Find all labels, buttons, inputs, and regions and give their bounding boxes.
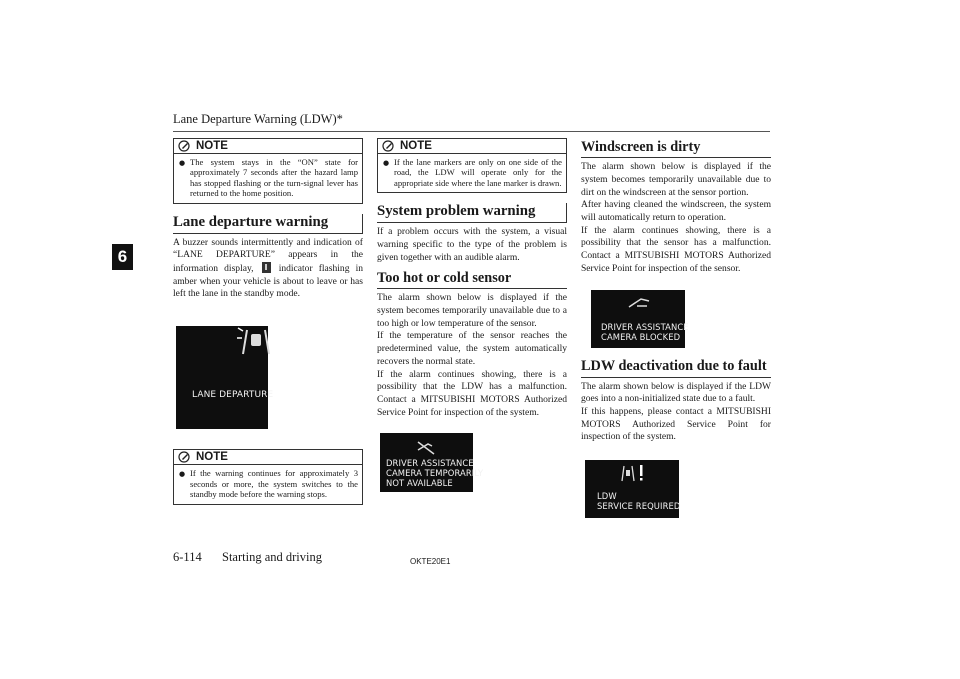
camera-blocked-display <box>591 290 689 348</box>
note-pencil-icon <box>382 140 396 152</box>
note-box <box>173 138 363 204</box>
note-text: The system stays in the “ON” state for approximately 7 seconds after the hazard lamp has stopped flashing or the turn-signal lever has returned to the home position. <box>190 157 358 199</box>
note-pencil-icon <box>178 140 192 152</box>
display-line-1: DRIVER ASSISTANCE <box>601 322 689 333</box>
ldw-fault-icon <box>621 464 647 482</box>
ldw-service-required-display <box>585 460 679 518</box>
paragraph <box>173 237 363 301</box>
paragraph: If the temperature of the sensor reaches the predetermined value, the system automatically recovers the normal state. <box>377 330 567 367</box>
lane-departure-display <box>176 326 274 429</box>
paragraph: If the alarm continues showing, there is a possibility that the sensor has a malfunction. Contact a MITSUBISHI MOTORS Authorized Service Point for inspection of the sensor. <box>581 224 771 274</box>
paragraph: The alarm shown below is displayed if the system becomes temporarily unavailable due to dirt on the windscreen at the sensor portion. <box>581 161 771 198</box>
bullet-icon: ● <box>383 159 390 167</box>
note-text: If the warning continues for approximately 3 seconds or more, the system switches to the standby mode before the warning stops. <box>190 468 358 500</box>
column-2 <box>377 138 567 492</box>
display-line-3: NOT AVAILABLE <box>386 478 453 489</box>
paragraph: The alarm shown below is displayed if the LDW goes into a non-initialized state due to a fault. <box>581 380 771 405</box>
note-label: NOTE <box>196 451 228 464</box>
display-line-1: LDW <box>597 490 617 501</box>
paragraph-text: indicator flashing in amber when your vehicle is about to leave or has left the lane in the standby mode. <box>173 263 363 300</box>
section-title: System problem warning <box>377 203 567 223</box>
column-1 <box>173 138 363 515</box>
subsection-title: Windscreen is dirty <box>581 139 771 158</box>
paragraph: If this happens, please contact a MITSUBISHI MOTORS Authorized Service Point for inspection of the system. <box>581 405 771 443</box>
subsection-title: Too hot or cold sensor <box>377 270 567 289</box>
note-label: NOTE <box>196 140 228 152</box>
document-code: OKTE20E1 <box>410 557 451 566</box>
note-label: NOTE <box>400 140 432 152</box>
chapter-tab: 6 <box>112 244 133 270</box>
display-line-2: CAMERA TEMPORARILY <box>386 468 484 479</box>
header-rule <box>173 131 770 132</box>
subsection-title: LDW deactivation due to fault <box>581 358 771 377</box>
camera-unavailable-icon <box>416 441 436 455</box>
column-3 <box>581 138 771 518</box>
camera-temporarily-unavailable-display <box>380 433 484 492</box>
lane-departure-warning-icon <box>237 324 277 358</box>
paragraph: The alarm shown below is displayed if the system becomes temporarily unavailable due to a too high or low temperature of the sensor. <box>377 292 567 329</box>
lane-departure-indicator-icon <box>262 262 271 273</box>
note-pencil-icon <box>178 451 192 463</box>
page-number: 6-114 <box>173 550 202 564</box>
display-line-1: DRIVER ASSISTANCE <box>386 458 474 469</box>
note-box <box>173 449 363 504</box>
bullet-icon: ● <box>179 159 186 167</box>
note-box <box>377 138 567 193</box>
header-title: Lane Departure Warning (LDW)* <box>173 112 343 126</box>
bullet-icon: ● <box>179 470 186 479</box>
section-title: Lane departure warning <box>173 214 363 234</box>
paragraph-text: A buzzer sounds intermittently and indication of “LANE DEPARTURE” appears in the information display, <box>173 236 363 275</box>
display-line-2: SERVICE REQUIRED <box>597 500 681 511</box>
display-line-2: CAMERA BLOCKED <box>601 332 681 343</box>
display-text: LANE DEPARTURE <box>192 390 274 401</box>
footer-section-name: Starting and driving <box>222 550 322 564</box>
note-text: If the lane markers are only on one side of the road, the LDW will operate only for the appropriate side where the lane marker is drawn. <box>394 157 562 188</box>
camera-blocked-icon <box>627 297 653 311</box>
paragraph: After having cleaned the windscreen, the system will automatically return to operation. <box>581 199 771 223</box>
paragraph: If a problem occurs with the system, a visual warning specific to the type of the problem is given together with an audible alarm. <box>377 226 567 263</box>
paragraph: If the alarm continues showing, there is a possibility that the LDW has a malfunction. Contact a MITSUBISHI MOTORS Authorized Service Point for inspection of the system. <box>377 368 567 418</box>
